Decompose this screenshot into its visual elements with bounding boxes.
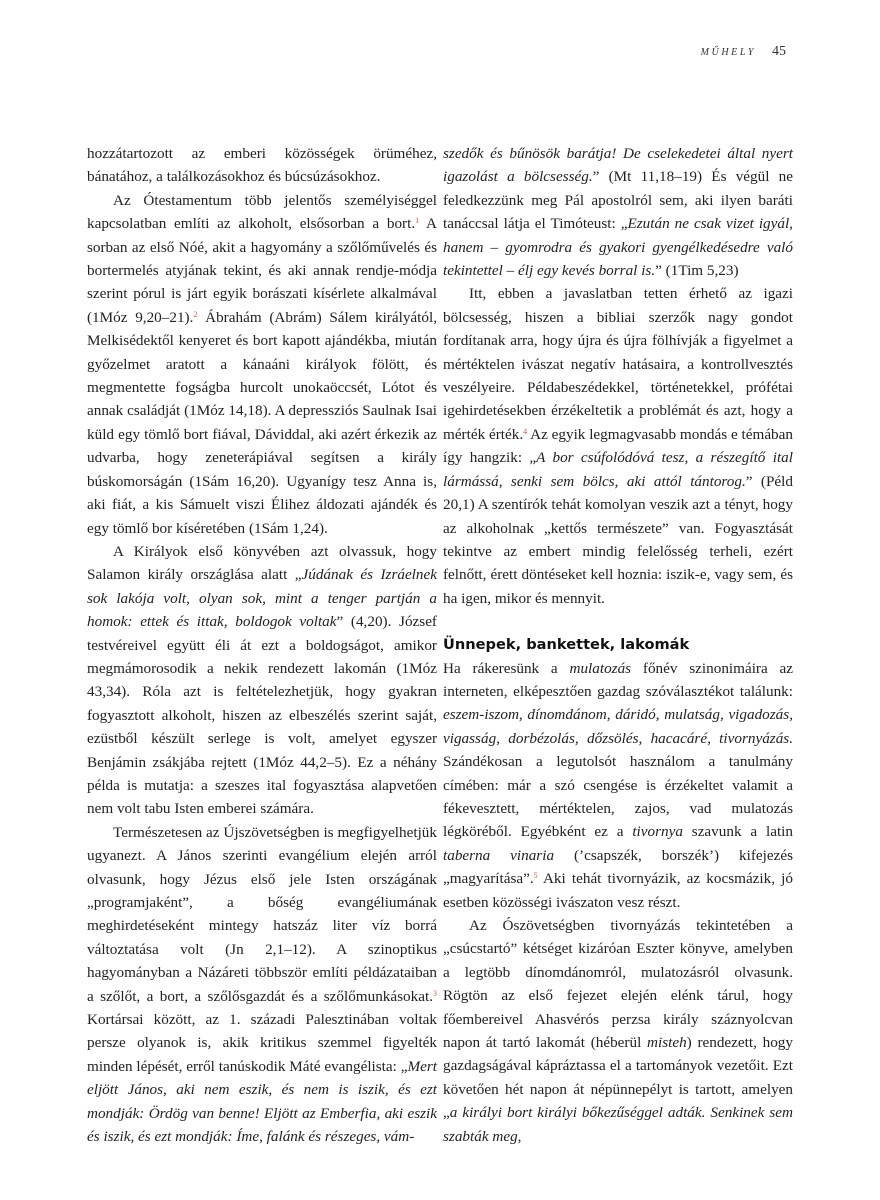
paragraph <box>87 821 437 1149</box>
emphasis: mulatozás <box>569 659 632 677</box>
bible-quote: Mert eljött János, aki nem eszik, és nem is iszik, és ezt mondják: Ördög van benne! Eljött az Emberfia, aki eszik és iszik, és ezt mondják: Íme, falánk és részeges, vám- <box>87 1057 437 1146</box>
paragraph <box>443 142 793 282</box>
footnote-marker[interactable]: 5 <box>533 871 538 881</box>
text: Ábrahám (Abrám) Sálem királyától, Melkisédektől kenyeret és bort kapott ajándékba, miután győzelmet aratott a kánaáni királyok fölött, és megmentette fogságba hurcolt unokaöccsét, Lótot és annak családját (1Móz 14,18). A depressziós Saulnak Isai küld egy tömlő bort fiával, Dáviddal, aki azért érkezik az udvarba, hogy zeneterápiával segítsen a király búskomorságán (1Sám 16,20). Ugyanígy tesz Anna is, aki fiát, a kis Sámuelt viszi Élihez áldozati ajándék és egy tömlő bor kíséretében (1Sám 1,24). <box>87 308 437 537</box>
left-column <box>87 142 437 1148</box>
footnote-marker[interactable]: 3 <box>433 988 437 998</box>
bible-quote: Ezután ne csak vizet igyál, hanem – gyomrodra és gyakori gyengélkedésedre való tekintettel – élj egy kevés borral is. <box>443 215 793 280</box>
text: (’csapszék, borszék’) kifejezés „magyarítása”. <box>443 846 793 888</box>
text: Itt, ebben a javaslatban tetten érhető az igazi bölcsesség, hiszen a bibliai szerzők nagy gondot fordítanak arra, hogy újra és újra fölhívják a figyelmet a mértéktelen ivászat negatív hatásaira, a kontrollvesztés veszélyeire. Példabeszédekkel, történetekkel, prófétai igehirdetésekben érzékeltetik a problémát és azt, hogy a mérték érték. <box>443 285 793 443</box>
paragraph <box>87 540 437 821</box>
paragraph <box>443 282 793 610</box>
text: szavunk a latin <box>682 823 793 841</box>
paragraph <box>87 142 437 189</box>
section-name: MŰHELY <box>700 47 756 58</box>
text: ” (Péld 20,1) A szentírók tehát komolyan veszik azt a tényt, hogy az alkoholnak „kettős természete” van. Fogyasztását tekintve az embert mindig felelősség terheli, ezért felnőtt, érett döntéseket kell hoznia: iszik-e, vagy sem, és ha igen, mikor és mennyit. <box>443 472 793 607</box>
text: Az egyik legmagvasabb mondás e témában így hangzik: „ <box>443 425 793 467</box>
text: Az Ótestamentum több jelentős személyiséggel kapcsolatban említi az alkoholt, elsősorban a bort. <box>87 191 437 233</box>
text: Természetesen az Újszövetségben is megfigyelhetjük ugyanezt. A János szerinti evangélium elején arról olvasunk, hogy Jézus első jele Isten országának „programjaként”, a bőség evangéliumának meghirdetéseként mintegy hatszáz liter víz borrá változtatása volt (Jn 2,1–12). A szinoptikus hagyományban a Názáreti többször említi példázataiban a szőlőt, a bort, a szőlősgazdát és a szőlőmunkásokat. <box>87 823 437 1005</box>
paragraph <box>87 189 437 540</box>
bible-quote: szedők és bűnösök barátja! De cselekedetei által nyert igazolást a bölcsesség. <box>443 145 793 186</box>
footnote-marker[interactable]: 1 <box>415 216 420 226</box>
bible-quote: A bor csúfolódóvá tesz, a részegítő ital lármássá, senki sem bölcs, aki attól tántorog. <box>443 449 793 490</box>
text: ” (Mt 11,18–19) És végül ne feledkezzünk meg Pál apostolról sem, aki ilyen baráti tanáccsal látja el Timóteust: „ <box>443 168 794 233</box>
text: főnév szinonimáira az interneten, elképesztően gazdag szóválasztékot találunk: <box>443 659 793 700</box>
text: Aki tehát tivornyázik, az kocsmázik, jó esetben közösségi ivászaton vesz részt. <box>443 870 793 911</box>
page-number: 45 <box>772 44 786 59</box>
text: Szándékosan a legutolsót használom a tanulmány címében: már a szó csengése is érzékeltet valamit a fékevesztett, mértéktelen, zajos, vad mulatozás légköréből. Egyébként ez a <box>443 753 793 841</box>
text: ” (1Tim 5,23) <box>655 262 739 280</box>
text: A Királyok első könyvében azt olvassuk, hogy Salamon király országlása alatt „ <box>87 542 437 584</box>
text: Az Ószövetségben tivornyázás tekintetében a „csúcstartó” kétséget kizáróan Eszter könyve, amelyben a legtöbb dínomdánomról, mulatozásról olvasunk. Rögtön az első fejezet elején elénk tárul, hogy főembereivel Ahasvérós perzsa király száznyolcvan napon át tartó lakomát (héberül <box>443 917 793 1052</box>
emphasis: eszem-iszom, dínomdánom, dáridó, mulatság, vigadozás, vigasság, dorbézolás, dőzsölés, hacacáré, tivornyázás. <box>443 706 793 747</box>
bible-quote: Júdának és Izráelnek sok lakója volt, olyan sok, mint a tenger partján a homok: ettek és ittak, boldogok voltak <box>87 566 437 631</box>
footnote-marker[interactable]: 4 <box>523 426 528 436</box>
bible-quote: a királyi bort királyi bőkezűséggel adták. Senkinek sem szabták meg, <box>443 1104 793 1145</box>
running-header <box>701 44 786 60</box>
paragraph <box>443 914 793 1148</box>
text: Ha rákeresünk a <box>443 659 570 677</box>
paragraph <box>443 657 793 914</box>
text: Kortársai között, az 1. századi Palesztinában voltak persze olyanok is, akik kritikus szemmel figyelték minden lépését, erről tanúskodik Máté evangélista: „ <box>87 1011 437 1075</box>
emphasis: tivornya <box>632 823 683 841</box>
emphasis: misteh <box>647 1034 687 1052</box>
footnote-marker[interactable]: 2 <box>193 309 198 319</box>
section-heading: Ünnepek, bankettek, lakomák <box>443 636 690 654</box>
text: hozzátartozott az emberi közösségek örüméhez, bánatához, a találkozásokhoz és búcsúzásokhoz. <box>87 145 437 186</box>
right-column <box>443 142 793 1148</box>
text: ” (4,20). József testvéreivel együtt éli át ezt a boldogságot, amikor megmámorosodik a nekik rendezett lakomán (1Móz 43,34). Róla azt is feltételezhetjük, hogy gyakran fogyasztott alkoholt, hiszen az elbeszélés szerint saját, ezüstből készült serlege is volt, amelyet egyszer Benjámin zsákjába rejtett (1Móz 44,2–5). Ez a néhány példa is mutatja: a szeszes ital fogyasztása alapvetően nem volt tabu Isten emberei számára. <box>87 613 437 818</box>
text: ) rendezett, hogy gazdagságával kápráztassa el a tartományok vezetőit. Ezt követően hét napon át népünnepélyt is tartott, amelyen „ <box>443 1034 793 1122</box>
emphasis: taberna vinaria <box>443 846 555 864</box>
text: A sorban az első Nóé, akit a hagyomány a szőlőművelés és bortermelés atyjának tekint, és aki annak rendje-módja szerint pórul is járt egyik borászati kísérlete alkalmával (1Móz 9,20–21). <box>87 215 437 326</box>
